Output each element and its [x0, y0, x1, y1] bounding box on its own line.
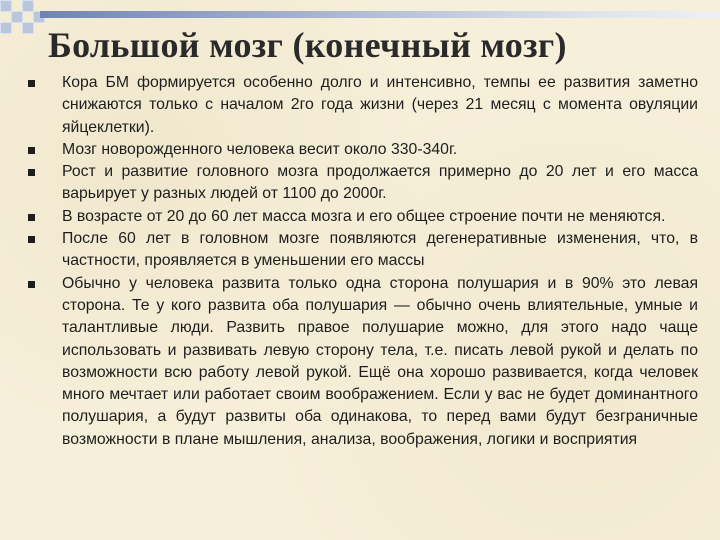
square-bullet-icon: [28, 236, 35, 243]
bullet-text: В возрасте от 20 до 60 лет масса мозга и его общее строение почти не меняются.: [62, 207, 666, 225]
slide-title: Большой мозг (конечный мозг): [48, 25, 567, 65]
bullet-item: [28, 228, 698, 273]
square-bullet-icon: [28, 169, 35, 176]
bullet-text: Кора БМ формируется особенно долго и интенсивно, темпы ее развития заметно снижаются только с началом 2го года жизни (через 21 месяц с момента овуляции яйцеклетки).: [62, 74, 698, 136]
checker-square: [22, 22, 34, 34]
bullet-item: [28, 161, 698, 206]
bullet-text: Обычно у человека развита только одна сторона полушария и в 90% это левая сторона. Те у кого развита оба полушария — обычно очень влиятельные, умные и талантливые люди. Развить правое полушарие можно, для этого надо чаще использовать и развивать левую сторону тела, т.е. писать левой рукой и делать по возможности всю работу левой рукой. Ещё она хорошо развивается, когда человек много мечтает или работает своим воображением. Если у вас не будет доминантного полушария, а будут развиты оба одинакова, то перед вами будут безграничные возможности в плане мышления, анализа, воображения, логики и восприятия: [62, 274, 698, 448]
bullet-item: [28, 139, 698, 161]
bullet-item: [28, 273, 698, 451]
bullet-text: После 60 лет в головном мозге появляются дегенеративные изменения, что, в частности, проявляется в уменьшении его массы: [62, 230, 698, 270]
square-bullet-icon: [28, 214, 35, 221]
square-bullet-icon: [28, 80, 35, 87]
bullet-item: [28, 206, 698, 228]
checker-square: [0, 22, 12, 34]
square-bullet-icon: [28, 147, 35, 154]
bullet-item: [28, 72, 698, 139]
square-bullet-icon: [28, 281, 35, 288]
bullet-text: Рост и развитие головного мозга продолжается примерно до 20 лет и его масса варьирует у разных людей от 1100 до 2000г.: [62, 163, 698, 203]
accent-bar: [40, 11, 720, 18]
bullet-text: Мозг новорожденного человека весит около 330-340г.: [62, 140, 458, 158]
bullet-list: [28, 72, 698, 451]
